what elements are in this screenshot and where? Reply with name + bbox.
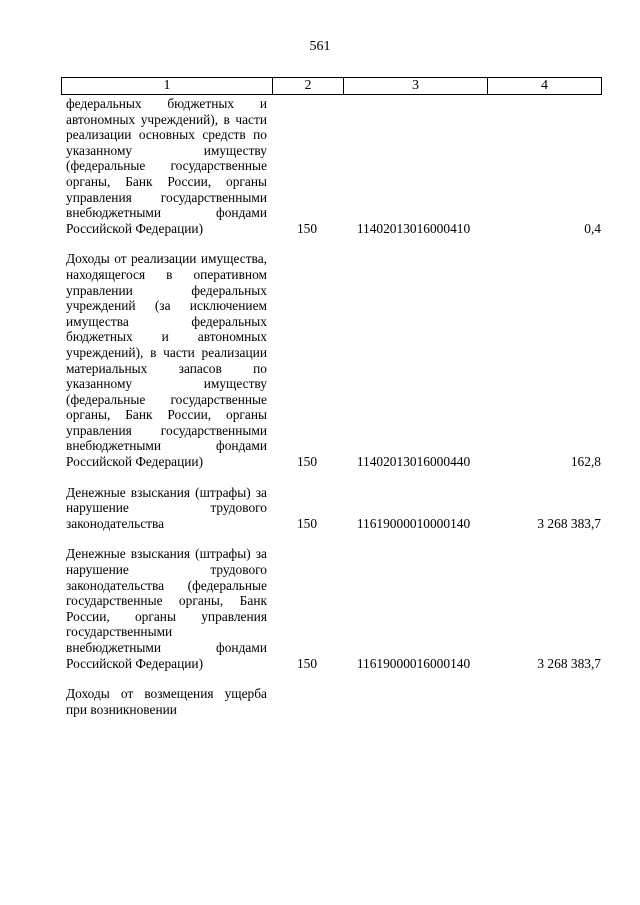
row-kbk: 11402013016000410 [356, 220, 471, 236]
row-code: 150 [296, 515, 318, 531]
row-description: Доходы от реализации имущества, находящегося в оперативном управлении федеральных учреждений (за исключением имущества федеральных бюджетных и автономных учреждений), в части реализации материальных запасов по указанному имуществу (федеральные государственные органы, Банк России, органы управления государственными внебюджетными фондами Российской Федерации) [66, 251, 267, 470]
row-kbk: 11619000010000140 [356, 515, 471, 531]
table-row [0, 96, 640, 236]
table-body [0, 96, 640, 717]
row-value: 3 268 383,7 [537, 515, 601, 531]
table-row [0, 485, 640, 532]
row-value: 0,4 [584, 220, 601, 236]
row-code: 150 [296, 220, 318, 236]
table-row [0, 546, 640, 671]
row-value: 3 268 383,7 [537, 655, 601, 671]
column-header-row [62, 78, 602, 95]
row-code: 150 [296, 454, 318, 470]
column-header-4: 4 [488, 78, 602, 95]
row-value: 162,8 [570, 454, 601, 470]
table-row [0, 686, 640, 717]
column-header-table [61, 77, 602, 95]
row-description: федеральных бюджетных и автономных учреждений), в части реализации основных средств по указанному имуществу (федеральные государственные органы, Банк России, органы управления государственными внебюджетными фондами Российской Федерации) [66, 96, 267, 236]
table-row [0, 251, 640, 469]
row-description: Денежные взыскания (штрафы) за нарушение трудового законодательства [66, 484, 267, 531]
row-kbk: 11402013016000440 [356, 454, 471, 470]
row-code: 150 [296, 655, 318, 671]
row-description: Доходы от возмещения ущерба при возникновении [66, 686, 267, 717]
row-description: Денежные взыскания (штрафы) за нарушение трудового законодательства (федеральные государственные органы, Банк России, органы управления государственными внебюджетными фондами Российской Федерации) [66, 546, 267, 671]
row-kbk: 11619000016000140 [356, 655, 471, 671]
page-number: 561 [309, 39, 331, 54]
column-header-1: 1 [62, 78, 273, 95]
column-header-3: 3 [344, 78, 488, 95]
column-header-2: 2 [273, 78, 344, 95]
